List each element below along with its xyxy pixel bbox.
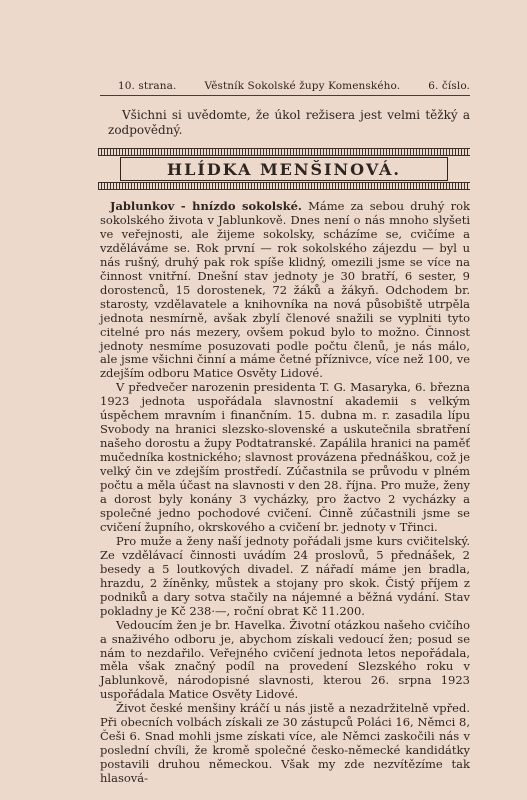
- article-paragraph-1-text: Máme za sebou druhý rok sokolského života v Jablunkově. Dnes není o nás mnoho slyšeti ve veřejnosti, ale žijeme sokolsky, scházíme se, cvičíme a vzděláváme se. Rok první — rok sokolského zájezdu — byl u nás rušný, druhý pak rok spíše klidný, omezili jsme se více na činnost vnitřní. Dnešní stav jednoty je 30 bratří, 6 sester, 9 dorostenců, 15 dorostenek, 72 žáků a žákyň. Odchodem br. starosty, vzdělavatele a knihovníka na nová působiště utrpěla jednota nesmírně, avšak zbylí členové snažili se vyplniti tyto citelné pro nás mezery, ovšem pokud bylo to možno. Činnost jednoty nesmíme posuzovati podle počtu členů, je nás málo, ale jsme všichni činní a máme četné příznivce, více než 100, ve zdejším odboru Matice Osvěty Lidové.: [100, 199, 470, 381]
- issue-number: 6. číslo.: [428, 80, 470, 92]
- running-header: [118, 80, 470, 92]
- section-banner: [98, 145, 470, 193]
- article-lead: Jablunkov - hnízdo sokolské.: [110, 199, 302, 213]
- header-rule: [100, 95, 470, 96]
- intro-paragraph: Všichni si uvědomte, že úkol režisera jest velmi těžký a zodpovědný.: [108, 108, 470, 137]
- article-paragraph-4: Vedoucím žen je br. Havelka. Životní otázkou našeho cvičího a snaživého odboru je, abychom získali vedoucí žen; posud se nám to nezdařilo. Veřejného cvičení jednota letos nepořádala, měla však značný podíl na provedení Slezského roku v Jablunkově, národopisné slavnosti, kterou 26. srpna 1923 uspořádala Matice Osvěty Lidové.: [100, 617, 470, 702]
- page-number: 10. strana.: [118, 80, 177, 92]
- journal-title: Věstník Sokolské župy Komenského.: [204, 80, 401, 92]
- article-paragraph-5: Život české menšiny kráčí u nás jistě a nezadržitelně vpřed. Při obecních volbách získali ze 30 zástupců Poláci 16, Němci 8, Češi 6. Snad mohli jsme získati více, ale Němci zaskočili nás v poslední chvíli, že kromě společné česko-německé kandidátky postavili druhou německou. Však my zde nezvítězíme tak hlasová-: [100, 701, 470, 786]
- article-paragraph-3: Pro muže a ženy naší jednoty pořádali jsme kurs cvičitelský. Ze vzdělávací činnosti uvádím 24 proslovů, 5 přednášek, 2 besedy a 5 loutkových divadel. Z nářadí máme jen bradla, hrazdu, 2 žíněnky, můstek a stojany pro skok. Čistý příjem z podniků a dary sotva stačily na nájemné a běžná vydání. Stav pokladny je Kč 238·—, roční obrat Kč 11.200.: [100, 533, 470, 618]
- section-title: HLÍDKA MENŠINOVÁ.: [167, 159, 401, 179]
- banner-ornament-top: [98, 148, 470, 156]
- article-paragraph-2: V předvečer narozenin presidenta T. G. Masaryka, 6. března 1923 jednota uspořádala slavnostní akademii s velkým úspěchem mravním i finančním. 15. dubna m. r. zasadila lípu Svobody na hranici slezsko-slovenské a uskutečnila sbratření našeho dorostu a župy Podtatranské. Zapálila hranici na paměť mučedníka kostnického; slavnost provázena přednáškou, což je velký čin ve zdejším prostředí. Zúčastnila se průvodu v plném počtu a měla účast na slavnosti v den 28. října. Pro muže, ženy a dorost byly konány 3 vycházky, pro žactvo 2 vycházky a společné jedno pochodové cvičení. Činně zúčastnili jsme se cvičení župního, okrskového a cvičení br. jednoty v Třinci.: [100, 380, 470, 534]
- banner-frame: [120, 157, 448, 181]
- article-body: [100, 200, 470, 786]
- banner-ornament-bottom: [98, 182, 470, 190]
- article-paragraph-1: [100, 200, 470, 381]
